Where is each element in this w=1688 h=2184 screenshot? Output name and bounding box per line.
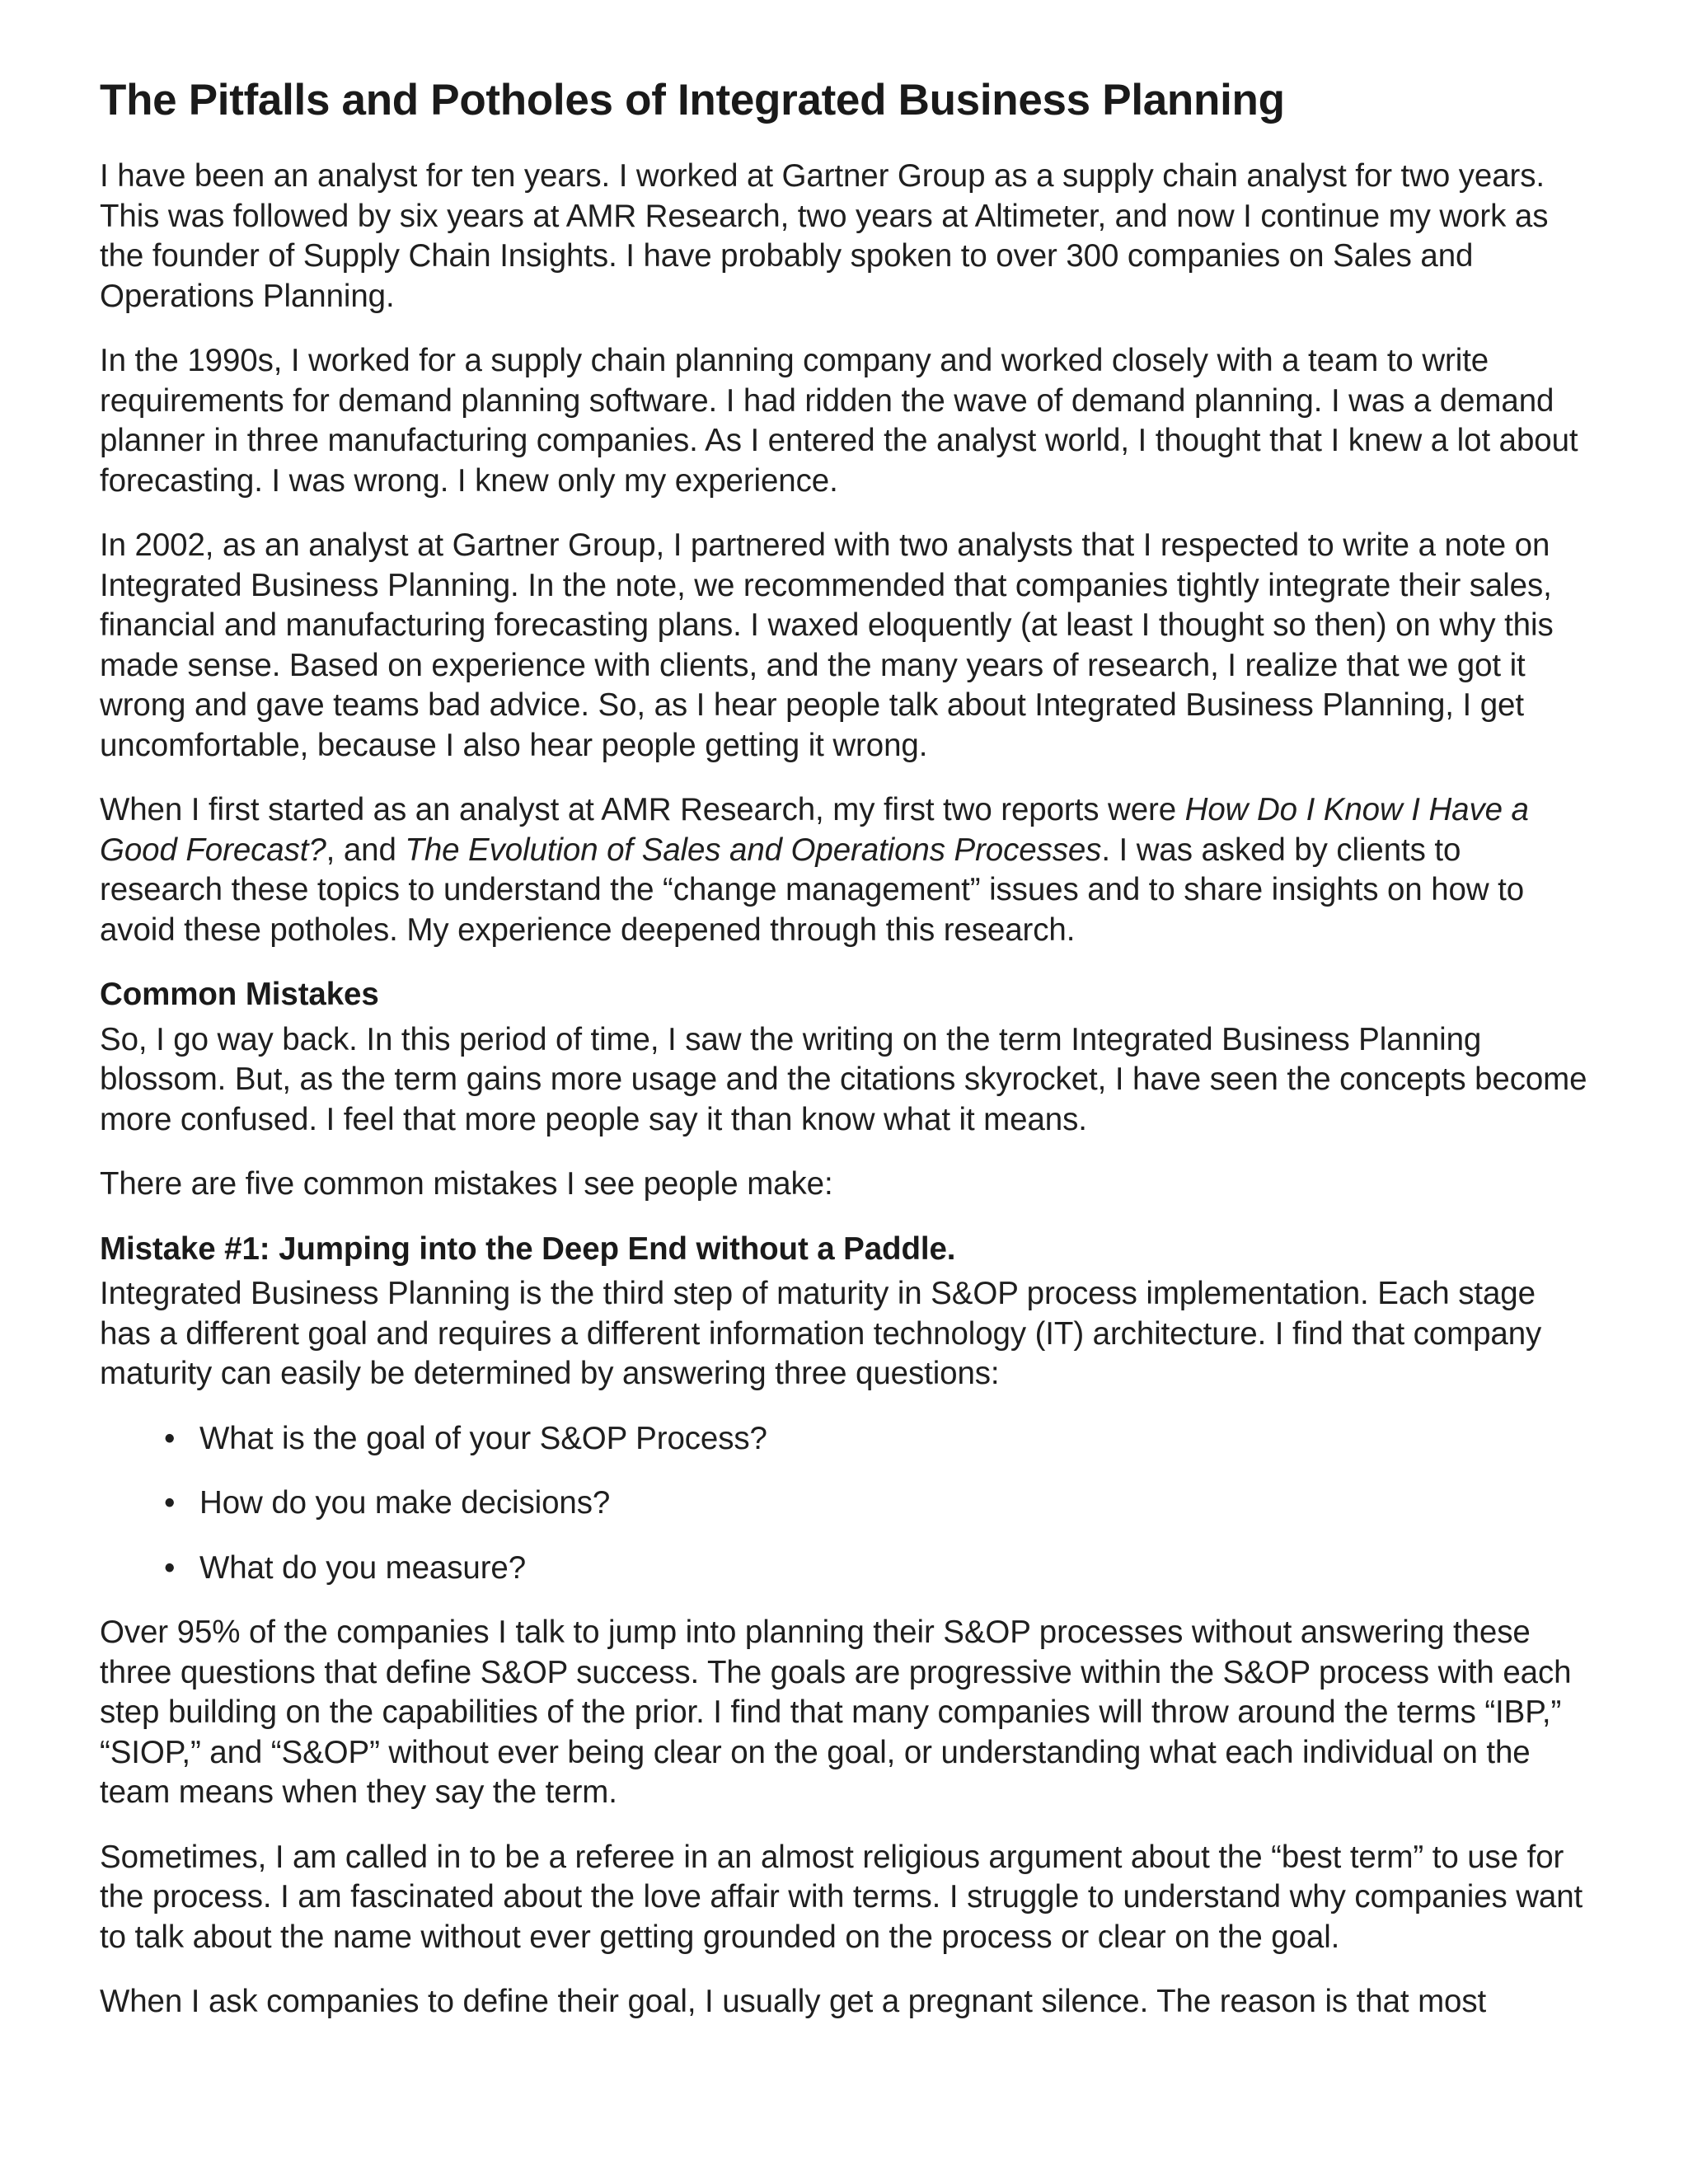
report-title-forecast: How Do I Know I Have a Good Forecast? [100,792,1529,868]
paragraph-five-mistakes: There are five common mistakes I see people make: [100,1166,833,1202]
paragraph-2002: In 2002, as an analyst at Gartner Group, I partnered with two analysts that I respected to write a note on Integrated Business Planning. In the note, we recommended that companies tightly integrate their sales, financial and manufacturing forecasting plans. I waxed eloquently (at least I thought so then) on why this made sense. Based on experience with clients, and the many years of research, I realize that we got it wrong and gave teams bad advice. So, as I hear people talk about Integrated Business Planning, I get uncomfortable, because I also hear people getting it wrong. [100,527,1554,763]
list-item-text: How do you make decisions? [199,1485,611,1521]
bullet-icon: • [164,1549,176,1586]
list-item [164,1549,1592,1589]
paragraph-95-percent: Over 95% of the companies I talk to jump into planning their S&OP processes without answering these three questions that define S&OP success. The goals are progressive within the S&OP process with each step building on the capabilities of the prior. I find that many companies will throw around the terms “IBP,” “SIOP,” and “S&OP” without ever being clear on the goal, or understanding what each individual on the team means when they say the term. [100,1615,1572,1810]
paragraph-1990s: In the 1990s, I worked for a supply chain planning company and worked closely with a team to write requirements for demand planning software. I had ridden the wave of demand planning. I was a demand planner in three manufacturing companies. As I entered the analyst world, I thought that I knew a lot about forecasting. I was wrong. I knew only my experience. [100,343,1578,499]
bullet-icon: • [164,1420,176,1456]
paragraph-intro: I have been an analyst for ten years. I worked at Gartner Group as a supply chain analyst for two years. This was followed by six years at AMR Research, two years at Altimeter, and now I continue my work as the founder of Supply Chain Insights. I have probably spoken to over 300 companies on Sales and Operations Planning. [100,158,1549,314]
document-page [100,74,1592,2047]
page-title: The Pitfalls and Potholes of Integrated Business Planning [100,76,1285,124]
list-item-text: What do you measure? [199,1549,527,1586]
paragraph-amr-reports [100,790,1592,950]
paragraph-pregnant-silence: When I ask companies to define their goal, I usually get a pregnant silence. The reason is that most [100,1984,1487,2019]
text-run: . I was asked by clients to research these topics to understand the “change management” issues and to share insights on how to avoid these potholes. My experience deepened through this research. [100,832,1525,948]
list-item [164,1483,1592,1524]
list-item-text: What is the goal of your S&OP Process? [199,1420,767,1456]
heading-common-mistakes: Common Mistakes [100,977,379,1012]
report-title-evolution: The Evolution of Sales and Operations Processes [405,832,1102,868]
bullet-icon: • [164,1485,176,1521]
list-item [164,1419,1592,1460]
text-run: , and [326,832,406,868]
text-run: When I first started as an analyst at AMR Research, my first two reports were [100,792,1185,827]
paragraph-referee: Sometimes, I am called in to be a referee in an almost religious argument about the “best term” to use for the process. I am fascinated about the love affair with terms. I struggle to understand why companies want to talk about the name without ever getting grounded on the process or clear on the goal. [100,1839,1583,1955]
question-list [100,1419,1592,1589]
paragraph-maturity: Integrated Business Planning is the third step of maturity in S&OP process implementation. Each stage has a different goal and requires a different information technology (IT) architecture. I find that company maturity can easily be determined by answering three questions: [100,1276,1542,1391]
paragraph-way-back: So, I go way back. In this period of time, I saw the writing on the term Integrated Business Planning blossom. But, as the term gains more usage and the citations skyrocket, I have seen the concepts become more confused. I feel that more people say it than know what it means. [100,1021,1587,1137]
heading-mistake-1: Mistake #1: Jumping into the Deep End without a Paddle. [100,1230,956,1267]
